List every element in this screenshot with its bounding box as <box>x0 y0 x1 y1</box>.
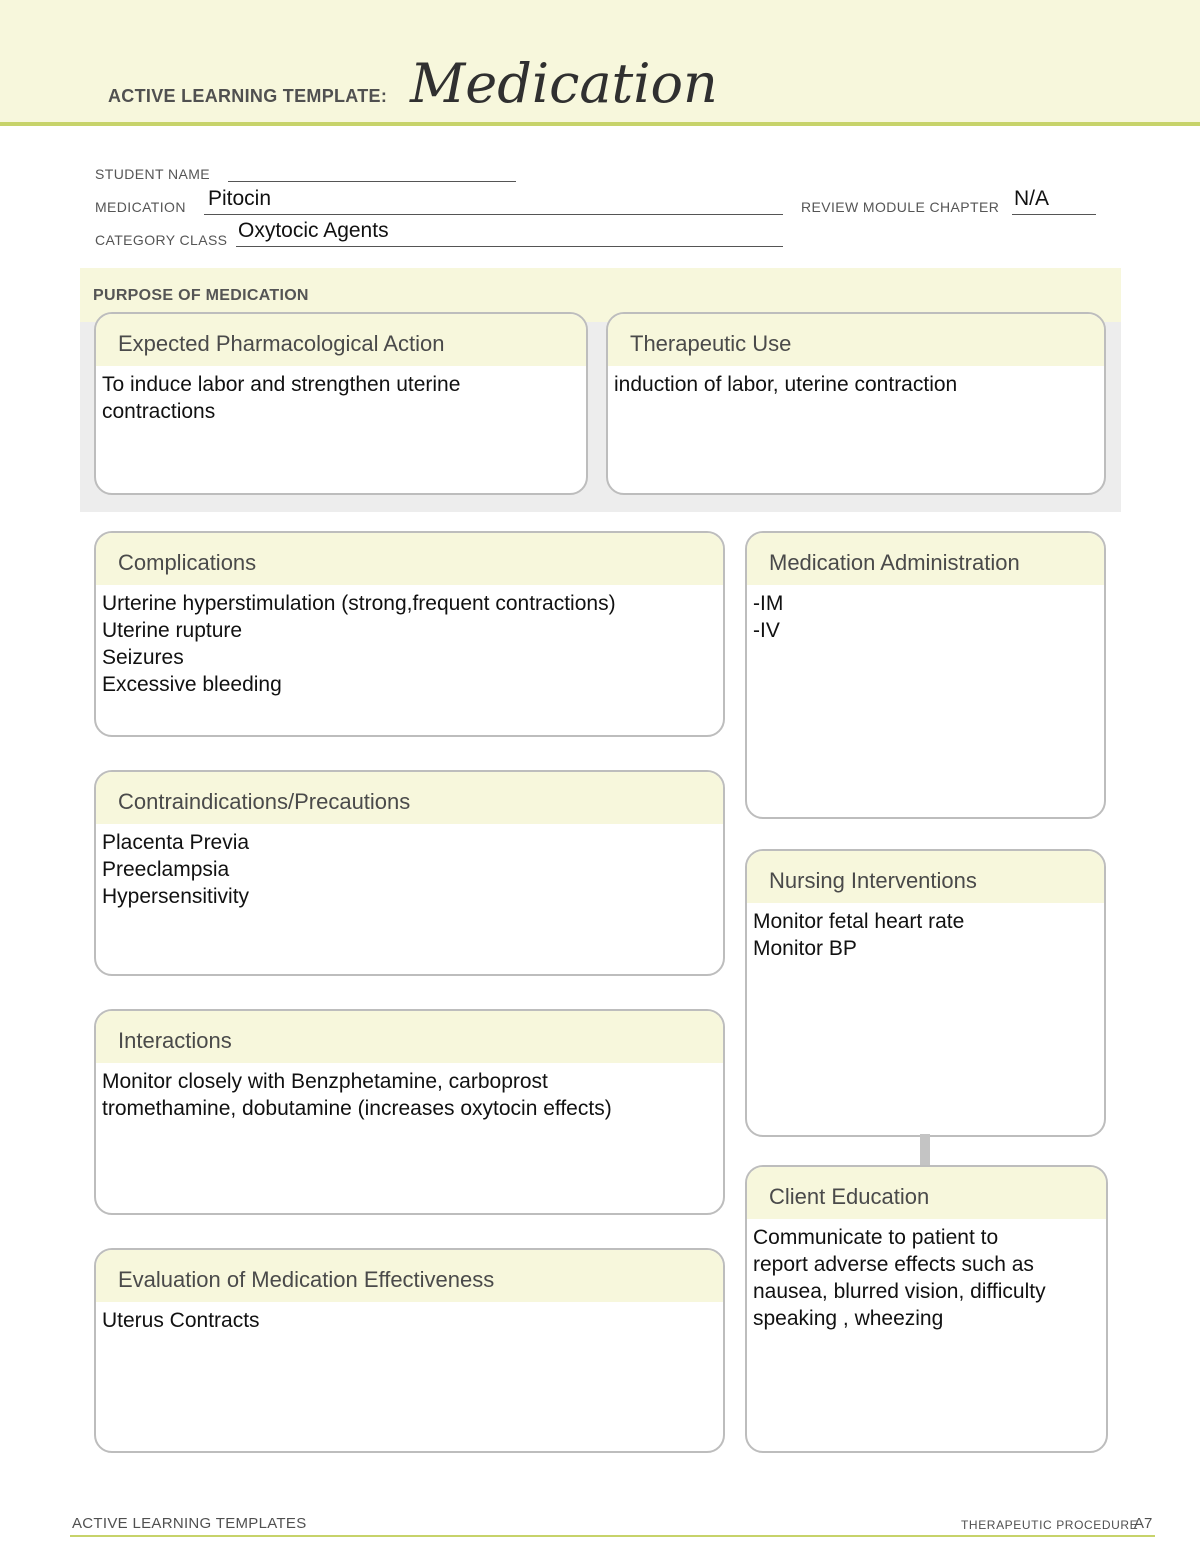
evaluation-content[interactable] <box>96 1302 723 1334</box>
client-education-line: nausea, blurred vision, difficulty <box>753 1280 1046 1303</box>
complications-line: Excessive bleeding <box>102 673 282 696</box>
footer-rule <box>70 1535 1155 1537</box>
footer-title: ACTIVE LEARNING TEMPLATES <box>72 1515 307 1532</box>
category-class-field[interactable]: Oxytocic Agents <box>238 219 389 242</box>
therapeutic-use-line: induction of labor, uterine contraction <box>614 373 958 396</box>
interactions-content[interactable] <box>96 1063 723 1122</box>
medication-field[interactable]: Pitocin <box>208 187 272 210</box>
header-title: Medication <box>410 52 718 115</box>
evaluation-line: Uterus Contracts <box>102 1309 260 1332</box>
client-education-line: Communicate to patient to <box>753 1226 999 1249</box>
contraindications-box <box>94 770 725 976</box>
medication-line <box>204 214 783 215</box>
expected-action-line: contractions <box>102 400 216 423</box>
header-rule <box>0 122 1200 126</box>
interactions-box <box>94 1009 725 1215</box>
interactions-title: Interactions <box>96 1011 723 1063</box>
complications-box <box>94 531 725 737</box>
medication-administration-title: Medication Administration <box>747 533 1104 585</box>
review-module-line <box>1012 214 1096 215</box>
contraindications-title: Contraindications/Precautions <box>96 772 723 824</box>
client-education-line: speaking , wheezing <box>753 1307 944 1330</box>
complications-content[interactable] <box>96 585 723 698</box>
review-module-field[interactable]: N/A <box>1014 187 1050 210</box>
nursing-interventions-box <box>745 849 1106 1137</box>
client-education-title: Client Education <box>747 1167 1106 1219</box>
client-education-content[interactable] <box>747 1219 1106 1332</box>
contraindications-line: Preeclampsia <box>102 858 230 881</box>
medication-administration-line: -IV <box>753 619 780 642</box>
contraindications-content[interactable] <box>96 824 723 910</box>
page-number: A7 <box>1134 1515 1153 1532</box>
contraindications-line: Hypersensitivity <box>102 885 250 908</box>
expected-action-line: To induce labor and strengthen uterine <box>102 373 461 396</box>
nursing-interventions-content[interactable] <box>747 903 1104 962</box>
medication-administration-box <box>745 531 1106 819</box>
complications-title: Complications <box>96 533 723 585</box>
evaluation-title: Evaluation of Medication Effectiveness <box>96 1250 723 1302</box>
complications-line: Seizures <box>102 646 184 669</box>
nursing-interventions-title: Nursing Interventions <box>747 851 1104 903</box>
therapeutic-use-title: Therapeutic Use <box>608 314 1104 366</box>
medication-administration-content[interactable] <box>747 585 1104 644</box>
therapeutic-use-content[interactable] <box>608 366 1104 398</box>
expected-action-box <box>94 312 588 495</box>
interactions-line: tromethamine, dobutamine (increases oxytocin effects) <box>102 1097 612 1120</box>
complications-line: Uterine rupture <box>102 619 243 642</box>
header-label: ACTIVE LEARNING TEMPLATE: <box>108 86 388 106</box>
client-education-box <box>745 1165 1108 1453</box>
review-module-label: REVIEW MODULE CHAPTER <box>801 199 1000 215</box>
interactions-line: Monitor closely with Benzphetamine, carboprost <box>102 1070 548 1093</box>
nursing-interventions-line: Monitor fetal heart rate <box>753 910 965 933</box>
purpose-title: PURPOSE OF MEDICATION <box>93 287 309 304</box>
student-name-label: STUDENT NAME <box>95 166 210 182</box>
medication-administration-line: -IM <box>753 592 784 615</box>
box-connector <box>920 1134 930 1166</box>
student-name-line <box>228 181 516 182</box>
evaluation-box <box>94 1248 725 1453</box>
expected-action-content[interactable] <box>96 366 586 425</box>
expected-action-title: Expected Pharmacological Action <box>96 314 586 366</box>
category-class-label: CATEGORY CLASS <box>95 232 228 248</box>
therapeutic-use-box <box>606 312 1106 495</box>
client-education-line: report adverse effects such as <box>753 1253 1034 1276</box>
complications-line: Urterine hyperstimulation (strong,frequent contractions) <box>102 592 616 615</box>
category-class-line <box>236 246 783 247</box>
medication-label: MEDICATION <box>95 199 186 215</box>
footer-section: THERAPEUTIC PROCEDURE <box>961 1518 1139 1532</box>
nursing-interventions-line: Monitor BP <box>753 937 857 960</box>
contraindications-line: Placenta Previa <box>102 831 250 854</box>
